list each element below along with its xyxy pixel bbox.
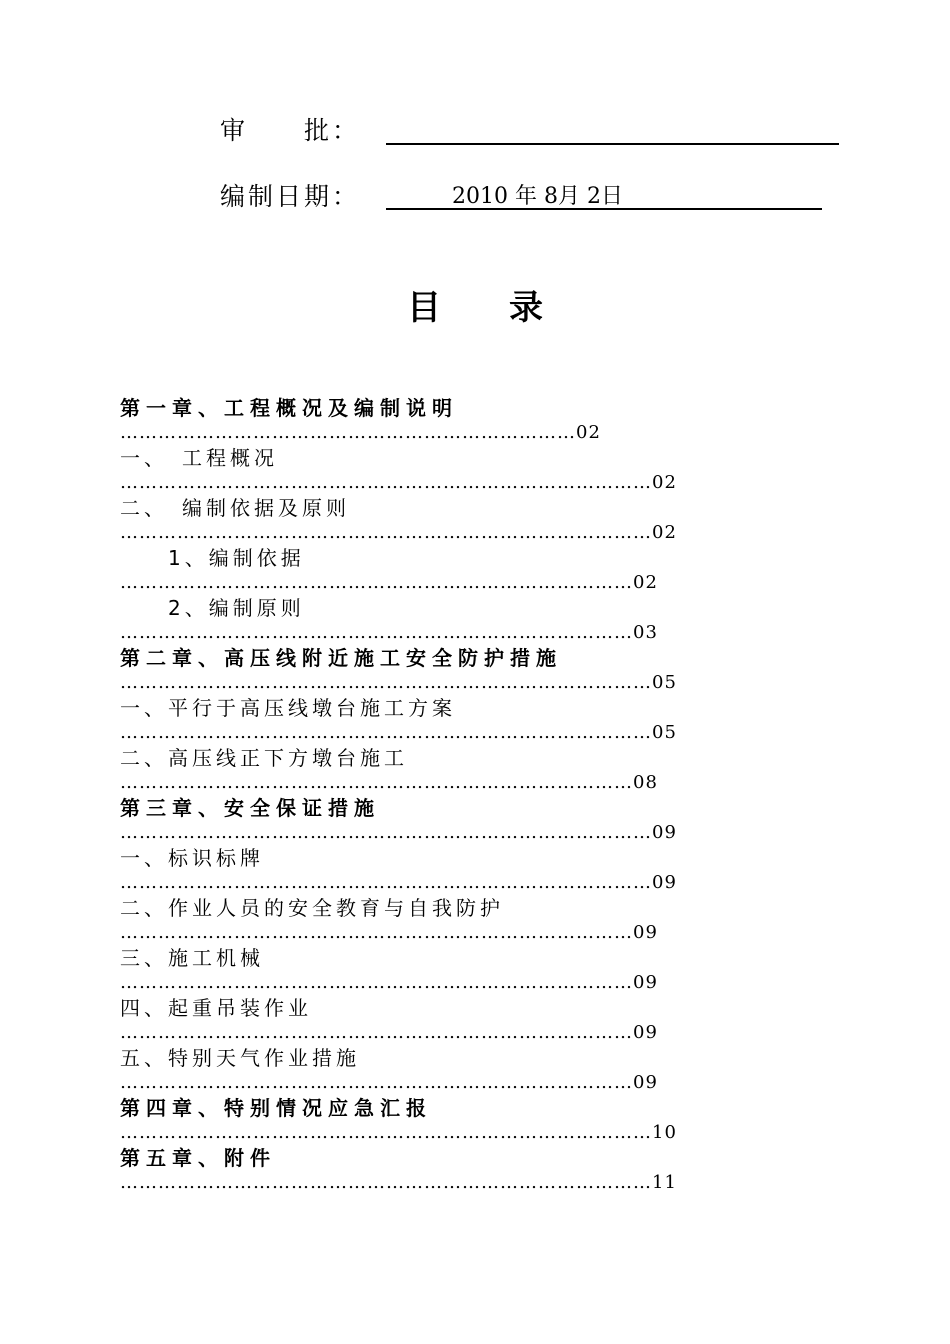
toc-dots-page: …………………………………………………………………………11	[120, 1172, 677, 1193]
toc-chapter-title: 第四章、特别情况应急汇报	[120, 1096, 432, 1120]
approve-label: 审 批：	[220, 116, 361, 145]
toc-dots-page: ………………………………………………………………………09	[120, 922, 658, 943]
toc-section-title: 三、施工机械	[120, 946, 264, 970]
toc-section-title: 二、高压线正下方墩台施工	[120, 746, 408, 770]
toc-chapter-title: 第五章、附件	[120, 1146, 276, 1170]
toc-section-title: 一、 工程概况	[120, 446, 278, 470]
toc-section-title: 一、平行于高压线墩台施工方案	[120, 696, 456, 720]
toc-dots-page: …………………………………………………………………………09	[120, 822, 677, 843]
toc-section-title: 四、起重吊装作业	[120, 996, 312, 1020]
toc-chapter-title: 第二章、高压线附近施工安全防护措施	[120, 646, 562, 670]
date-underline	[386, 208, 822, 210]
toc-dots-page: ………………………………………………………………02	[120, 422, 601, 443]
toc-dots-page: …………………………………………………………………………10	[120, 1122, 677, 1143]
toc-dots-page: ………………………………………………………………………02	[120, 572, 658, 593]
toc-subsection-title: 2、编制原则	[168, 596, 305, 620]
toc-dots-page: ………………………………………………………………………03	[120, 622, 658, 643]
toc-dots-page: …………………………………………………………………………02	[120, 522, 677, 543]
toc-section-title: 五、特别天气作业措施	[120, 1046, 360, 1070]
toc-dots-page: …………………………………………………………………………02	[120, 472, 677, 493]
toc-dots-page: …………………………………………………………………………05	[120, 722, 677, 743]
toc-chapter-title: 第三章、安全保证措施	[120, 796, 380, 820]
toc-dots-page: ………………………………………………………………………08	[120, 772, 658, 793]
approve-underline	[386, 143, 839, 145]
date-label: 编制日期：	[220, 182, 361, 211]
toc-title: 目 录	[407, 288, 543, 328]
toc-dots-page: …………………………………………………………………………05	[120, 672, 677, 693]
toc-subsection-title: 1、编制依据	[168, 546, 305, 570]
toc-section-title: 二、作业人员的安全教育与自我防护	[120, 896, 504, 920]
toc-dots-page: ………………………………………………………………………09	[120, 1022, 658, 1043]
toc-section-title: 二、 编制依据及原则	[120, 496, 350, 520]
toc-dots-page: …………………………………………………………………………09	[120, 872, 677, 893]
toc-chapter-title: 第一章、工程概况及编制说明	[120, 396, 458, 420]
date-value: 2010 年 8月 2日	[452, 184, 623, 209]
toc-section-title: 一、标识标牌	[120, 846, 264, 870]
toc-dots-page: ………………………………………………………………………09	[120, 972, 658, 993]
toc-dots-page: ………………………………………………………………………09	[120, 1072, 658, 1093]
